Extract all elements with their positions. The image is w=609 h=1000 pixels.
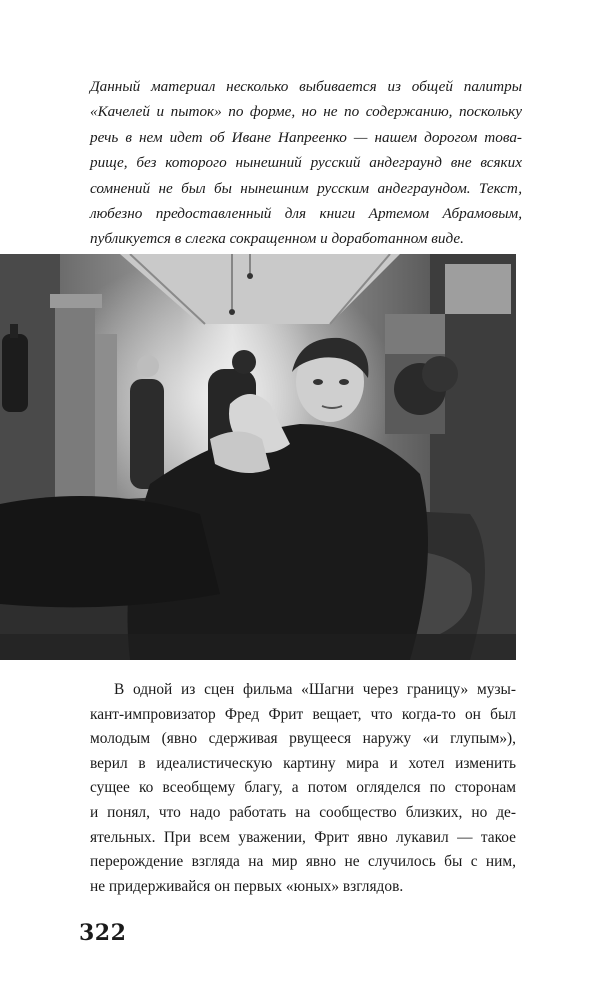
photo-illustration [0,254,516,660]
body-line: кант-импровизатор Фред Фрит вещает, что когда-то он был [90,705,516,723]
body-line: ятельных. При всем уважении, Фрит явно лукавил — такое [90,828,516,846]
intro-line: публикуется в слегка сокращенном и доработанном виде. [90,230,464,248]
body-line: сущее ко всеобщему благу, а потом огляделся по сторонам [90,779,516,797]
body-paragraph [90,678,516,899]
intro-line: рище, без которого нынешний русский андеграунд вне всяких [90,154,522,172]
intro-line: речь в нем идет об Иване Напреенко — нашем дорогом това- [90,128,522,146]
page-number: 322 [79,920,127,946]
body-line: В одной из сцен фильма «Шагни через границу» музы- [114,681,516,698]
body-line: молодым (явно сдерживая рвущееся наружу «и глупым»), [90,730,516,748]
intro-line: любезно предоставленный для книги Артемом Абрамовым, [90,205,522,223]
intro-line: Данный материал несколько выбивается из общей палитры [90,78,522,95]
intro-paragraph [90,74,522,252]
intro-line: «Качелей и пыток» по форме, но не по содержанию, поскольку [90,103,522,121]
body-line: перерождение взгляда на мир явно не случилось бы с ним, [90,853,516,871]
photo-man-in-cafe [0,254,516,660]
body-line: и понял, что надо работать на сообщество близких, но де- [90,803,516,821]
body-line: не придерживайся он первых «юных» взглядов. [90,877,404,895]
intro-line: сомнений не был бы нынешним русским андеграундом. Текст, [90,179,522,197]
body-line: верил в идеалистическую картину мира и хотел изменить [90,754,516,772]
